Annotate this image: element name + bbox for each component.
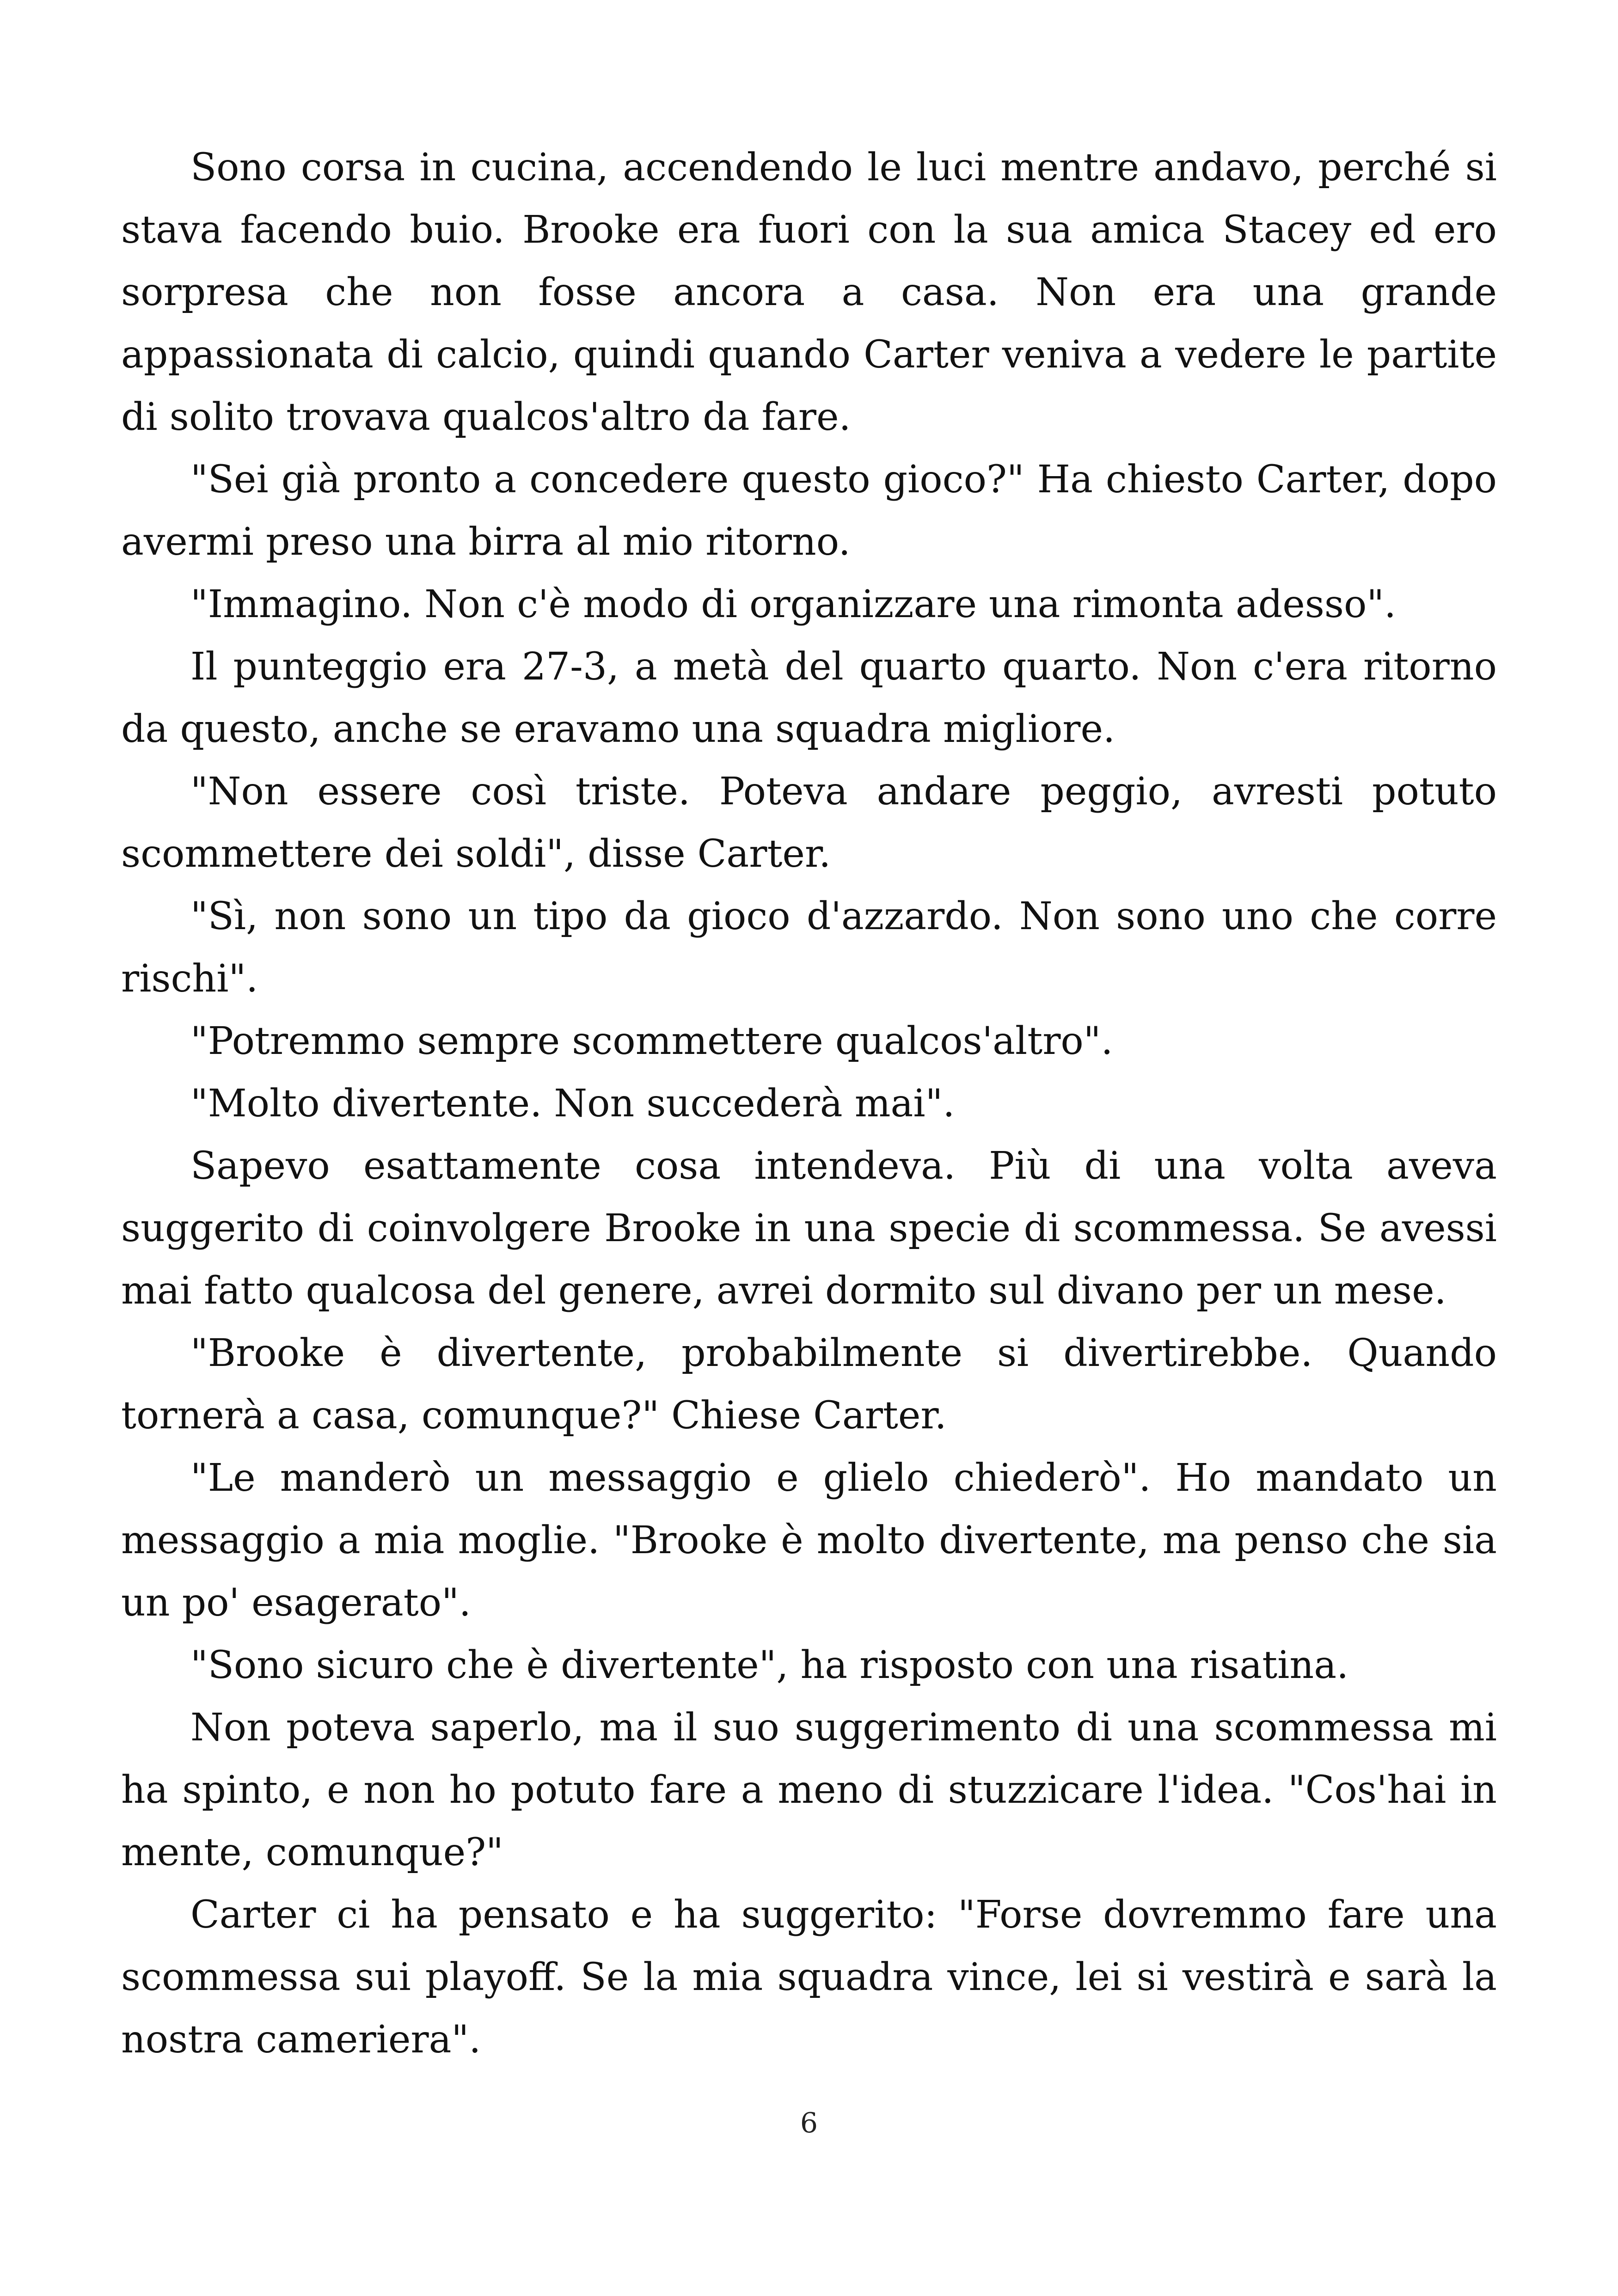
paragraph: Carter ci ha pensato e ha suggerito: "Forse dovremmo fare una scommessa sui playoff. Se la mia squadra vince, lei si vestirà e sarà la nostra cameriera". (121, 1893, 1497, 2062)
paragraph: "Potremmo sempre scommettere qualcos'altro". (190, 1019, 1113, 1063)
paragraph: Non poteva saperlo, ma il suo suggerimento di una scommessa mi ha spinto, e non ho potuto fare a meno di stuzzicare l'idea. "Cos'hai in mente, comunque?" (121, 1706, 1497, 1874)
paragraph: "Sì, non sono un tipo da gioco d'azzardo. Non sono uno che corre rischi". (121, 894, 1497, 1001)
paragraph: "Sono sicuro che è divertente", ha risposto con una risatina. (190, 1643, 1349, 1687)
paragraph: "Non essere così triste. Poteva andare peggio, avresti potuto scommettere dei soldi", disse Carter. (121, 770, 1497, 876)
paragraph: "Molto divertente. Non succederà mai". (190, 1082, 955, 1126)
paragraph: "Brooke è divertente, probabilmente si divertirebbe. Quando tornerà a casa, comunque?" Chiese Carter. (121, 1331, 1497, 1438)
paragraph: "Sei già pronto a concedere questo gioco?" Ha chiesto Carter, dopo avermi preso una birra al mio ritorno. (121, 458, 1497, 564)
paragraph: Il punteggio era 27-3, a metà del quarto quarto. Non c'era ritorno da questo, anche se eravamo una squadra migliore. (121, 645, 1497, 751)
paragraph: Sapevo esattamente cosa intendeva. Più di una volta aveva suggerito di coinvolgere Brooke in una specie di scommessa. Se avessi mai fatto qualcosa del genere, avrei dormito sul divano per un mese. (121, 1144, 1497, 1313)
text-body (121, 136, 1497, 2071)
paragraph: "Le manderò un messaggio e glielo chiederò". Ho mandato un messaggio a mia moglie. "Brooke è molto divertente, ma penso che sia un po' esagerato". (121, 1456, 1497, 1625)
page-number: 6 (800, 2107, 818, 2139)
paragraph: "Immagino. Non c'è modo di organizzare una rimonta adesso". (190, 582, 1397, 626)
paragraph: Sono corsa in cucina, accendendo le luci mentre andavo, perché si stava facendo buio. Brooke era fuori con la sua amica Stacey ed ero sorpresa che non fosse ancora a casa. Non era una grande appassionata di calcio, quindi quando Carter veniva a vedere le partite di solito trovava qualcos'altro da fare. (121, 146, 1497, 439)
